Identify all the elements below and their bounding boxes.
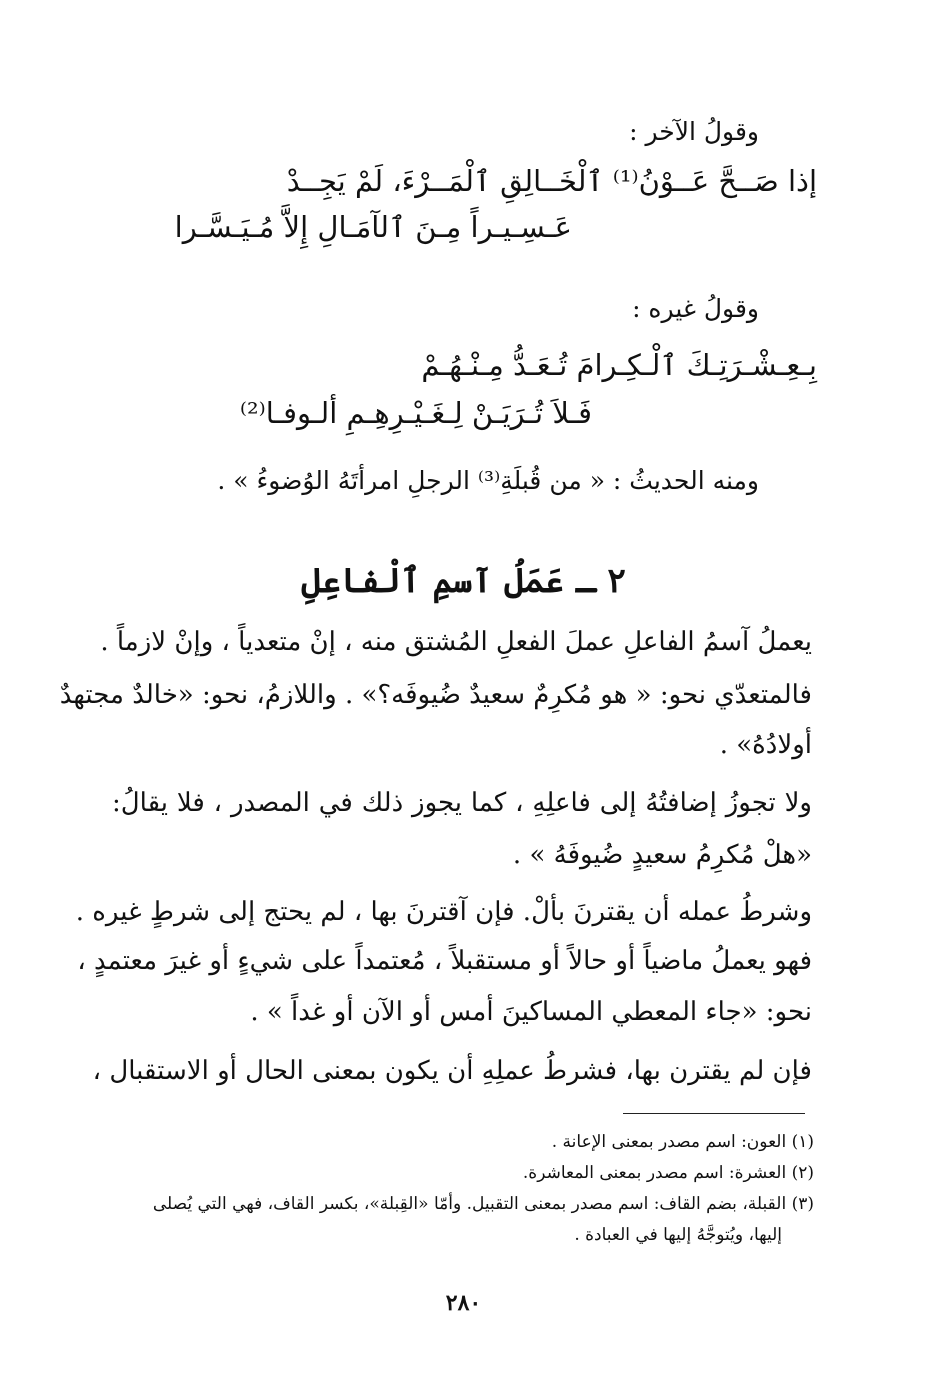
verse-1-intro: وقولُ الآخر :	[629, 117, 759, 146]
paragraph-4-line-1: فإن لم يقترن بها، فشرطُ عملِهِ أن يكون بمعنى الحال أو الاستقبال ،	[92, 1056, 812, 1086]
paragraph-1-line-1: يعملُ آسمُ الفاعلِ عملَ الفعلِ المُشتق منه ، إنْ متعدياً ، وإنْ لازماً .	[100, 627, 812, 657]
page-number: ٢٨٠	[445, 1290, 482, 1316]
paragraph-3-line-3: نحو: «جاء المعطي المساكينَ أمس أو الآن أو غداً » .	[250, 997, 812, 1027]
footnote-2: (٢) العشرة: اسم مصدر بمعنى المعاشرة.	[522, 1163, 814, 1183]
paragraph-3-line-1: وشرطُ عمله أن يقترنَ بألْ. فإن آقترنَ بها ، لم يحتج إلى شرطٍ غيره .	[75, 897, 812, 927]
verse-2-intro: وقولُ غيره :	[632, 294, 759, 323]
paragraph-1-line-3: أولادُهُ» .	[719, 730, 812, 760]
verse-2-hemistich-2: فَـلاَ تُـرَيَـنْ لِـغَـيْـرِهِـمِ ألـوفـا⁽²⁾	[239, 396, 592, 430]
paragraph-3-line-2: فهو يعملُ ماضياً أو حالاً أو مستقبلاً ، مُعتمداً على شيءٍ أو غيرَ معتمدٍ ،	[77, 946, 812, 976]
footnote-3-line-2: إليها، ويُتوجَّهُ إليها في العبادة .	[574, 1225, 782, 1245]
section-heading: ٢ ـ عَمَلُ آسمِ ٱلْفاعِلِ	[301, 561, 626, 601]
footnote-1: (١) العون: اسم مصدر بمعنى الإعانة .	[551, 1132, 814, 1152]
footnote-3-line-1: (٣) القبلة، بضم القاف: اسم مصدر بمعنى التقبيل. وأمّا «القِبلة»، بكسر القاف، فهي التي يُصلى	[152, 1194, 814, 1214]
footnote-divider	[623, 1113, 805, 1114]
hadith-line: ومنه الحديثُ : « من قُبلَةِ⁽³⁾ الرجلِ امرأتَهُ الوُضوءُ » .	[217, 466, 759, 495]
verse-1-hemistich-2: عَـسِـيـراً مِـنَ ٱلآمَـالِ إِلاَّ مُـيَـسَّـرا	[174, 210, 572, 244]
paragraph-2-line-2: «هلْ مُكرِمُ سعيدٍ ضُيوفَهُ » .	[512, 840, 812, 870]
paragraph-1-line-2: فالمتعدّي نحو: « هو مُكرِمٌ سعيدٌ ضُيوفَه؟» . واللازمُ، نحو: «خالدٌ مجتهدٌ	[59, 680, 812, 710]
verse-2-hemistich-1: بِـعِـشْـرَتِـكَ ٱلْـكِـرامَ تُـعَـدُّ مِـنْـهُـمْ	[421, 348, 817, 382]
verse-1-hemistich-1: إذا صَــحَّ عَــوْنُ⁽¹⁾ ٱلْخَــالِقِ ٱلْمَــرْءَ، لَمْ يَجِــدْ	[286, 164, 817, 198]
paragraph-2-line-1: ولا تجوزُ إضافتُهُ إلى فاعلِهِ ، كما يجوز ذلك في المصدر ، فلا يقالُ:	[112, 788, 812, 818]
